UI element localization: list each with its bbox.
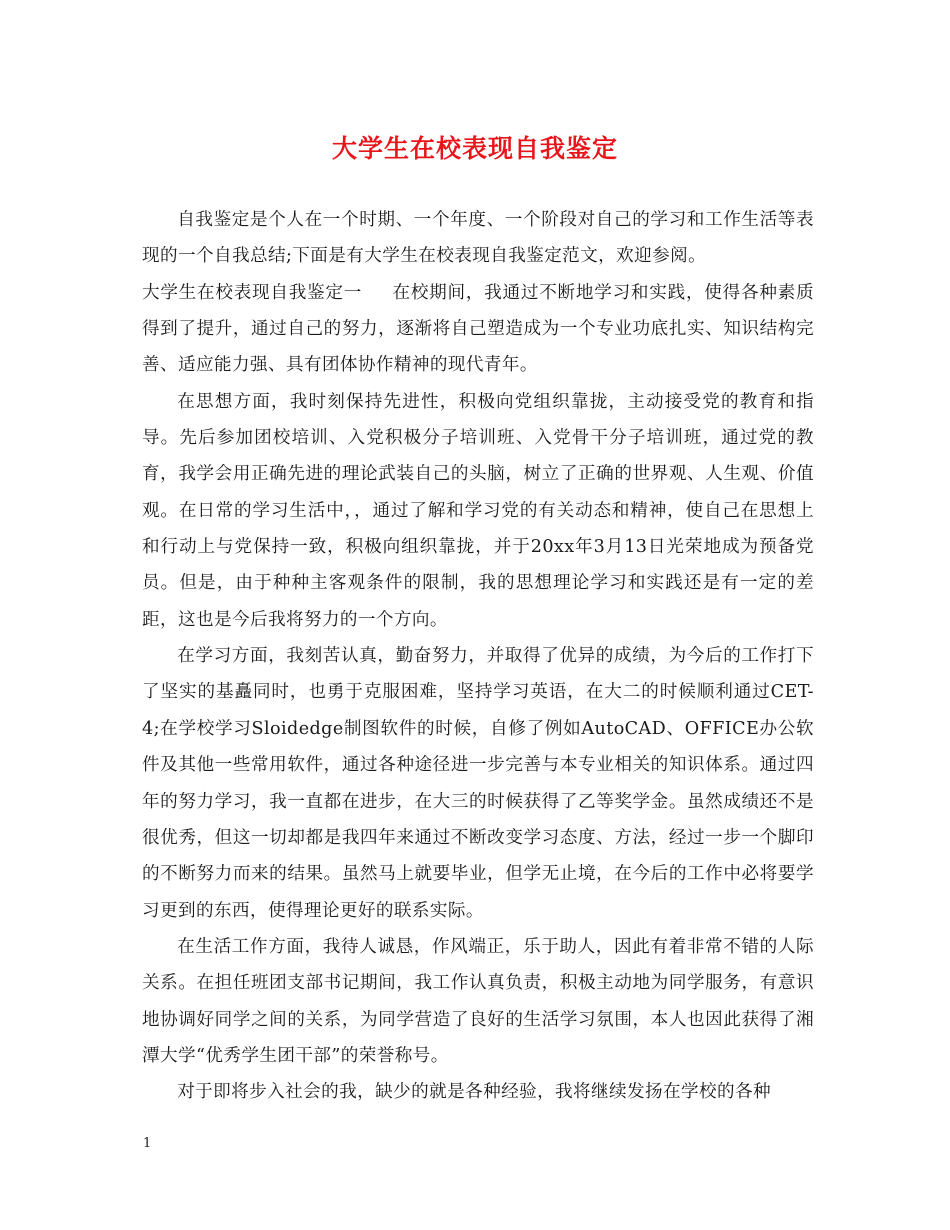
document-title: 大学生在校表现自我鉴定 — [331, 134, 618, 163]
section-heading: 大学生在校表现自我鉴定一 — [142, 282, 363, 303]
study-paragraph: 在学习方面，我刻苦认真，勤奋努力，并取得了优异的成绩，为今后的工作打下了坚实的基矗同时，也勇于克服困难，坚持学习英语，在大二的时候顺利通过CET-4;在学校学习Sloidedge制图软件的时候，自修了例如AutoCAD、OFFICE办公软件及其他一些常用软件，通过各种途径进一步完善与本专业相关的知识体系。通过四年的努力学习，我一直都在进步，在大三的时候获得了乙等奖学金。虽然成绩还不是很优秀，但这一切却都是我四年来通过不断改变学习态度、方法，经过一步一个脚印的不断努力而来的结果。虽然马上就要毕业，但学无止境，在今后的工作中必将要学习更到的东西，使得理论更好的联系实际。 — [142, 646, 814, 921]
document-body — [142, 202, 814, 1111]
section-paragraph — [142, 275, 814, 384]
ideology-paragraph: 在思想方面，我时刻保持先进性，积极向党组织靠拢，主动接受党的教育和指导。先后参加团校培训、入党积极分子培训班、入党骨干分子培训班，通过党的教育，我学会用正确先进的理论武装自己的头脑，树立了正确的世界观、人生观、价值观。在日常的学习生活中，，通过了解和学习党的有关动态和精神，使自己在思想上和行动上与党保持一致，积极向组织靠拢，并于20xx年3月13日光荣地成为预备党员。但是，由于种种主客观条件的限制，我的思想理论学习和实践还是有一定的差距，这也是今后我将努力的一个方向。 — [142, 391, 814, 630]
life-work-paragraph: 在生活工作方面，我待人诚恳，作风端正，乐于助人，因此有着非常不错的人际关系。在担任班团支部书记期间，我工作认真负责，积极主动地为同学服务，有意识地协调好同学之间的关系，为同学营造了良好的生活学习氛围，本人也因此获得了湘潭大学“优秀学生团干部”的荣誉称号。 — [142, 936, 814, 1066]
section-text: 在校期间，我通过不断地学习和实践，使得各种素质得到了提升，通过自己的努力，逐渐将自己塑造成为一个专业功底扎实、知识结构完善、适应能力强、具有团体协作精神的现代青年。 — [142, 282, 815, 376]
page-number: 1 — [143, 1136, 152, 1151]
closing-paragraph: 对于即将步入社会的我，缺少的就是各种经验，我将继续发扬在学校的各种 — [177, 1082, 771, 1103]
intro-paragraph: 自我鉴定是个人在一个时期、一个年度、一个阶段对自己的学习和工作生活等表现的一个自我总结;下面是有大学生在校表现自我鉴定范文，欢迎参阅。 — [142, 210, 814, 267]
